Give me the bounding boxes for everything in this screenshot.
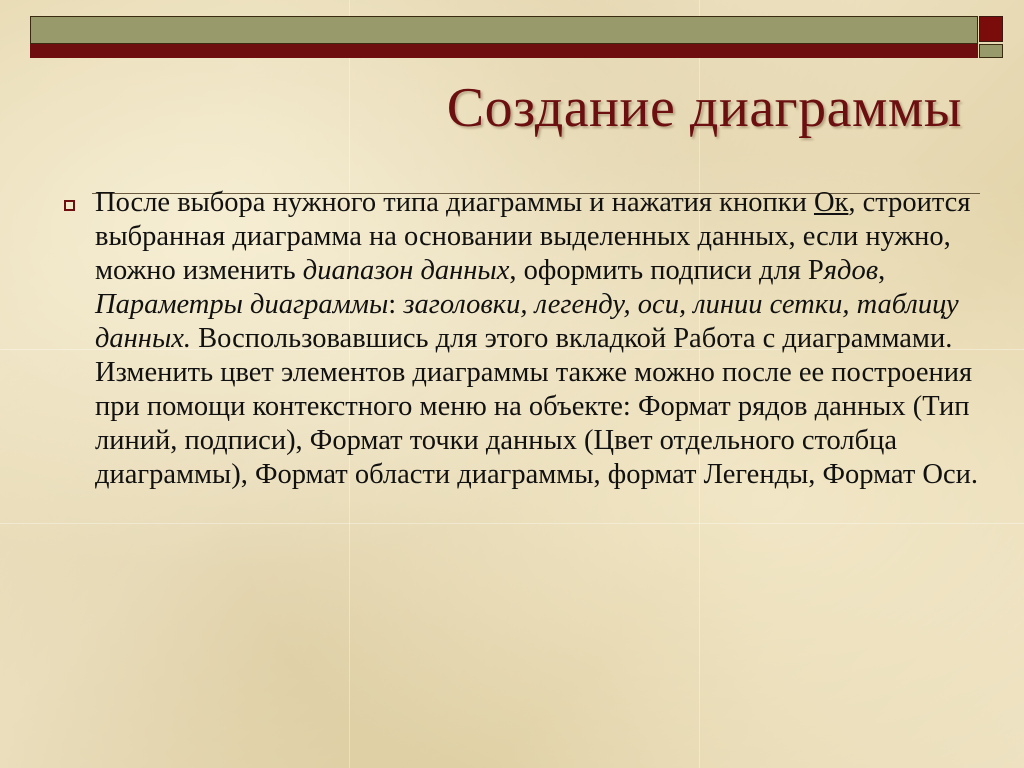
paragraph-run: заголовки, легенду, оси, линии сетки, таблицу данных.: [95, 289, 959, 354]
paragraph-run: ,: [878, 255, 886, 286]
header-olive-bar: [30, 16, 978, 44]
paragraph-run: ядов: [823, 255, 879, 286]
paragraph-run: Воспользовавшись для этого вкладкой Работа с диаграммами. Изменить цвет элементов диаграммы также можно после ее построения при помощи контекстного меню на объекте: Формат рядов данных (Тип линий, подписи), Формат точки данных (Цвет отдельного столбца диаграммы), Формат области диаграммы, формат Легенды, Формат Оси.: [95, 323, 979, 490]
paragraph-run: Параметры диаграммы: [95, 289, 389, 320]
paragraph-run: , строится выбранная диаграмма на основании выделенных данных, если нужно, можно изменить: [95, 187, 971, 286]
hollow-square-bullet-icon: [64, 200, 75, 211]
corner-maroon-square: [979, 16, 1003, 42]
corner-olive-square: [979, 44, 1003, 58]
paragraph-run: После выбора нужного типа диаграммы и нажатия кнопки: [95, 187, 814, 218]
paragraph-run: , оформить подписи для Р: [509, 255, 824, 286]
slide-body-paragraph: [95, 186, 980, 492]
paragraph-run: :: [388, 289, 404, 320]
header-decoration-band: [30, 16, 978, 58]
slide-title: Создание диаграммы: [446, 77, 962, 139]
paragraph-run: диапазон данных: [302, 255, 510, 286]
paragraph-run: Ок: [813, 187, 849, 218]
background-seam-horizontal-2: [0, 523, 1024, 524]
header-maroon-bar: [30, 44, 978, 58]
